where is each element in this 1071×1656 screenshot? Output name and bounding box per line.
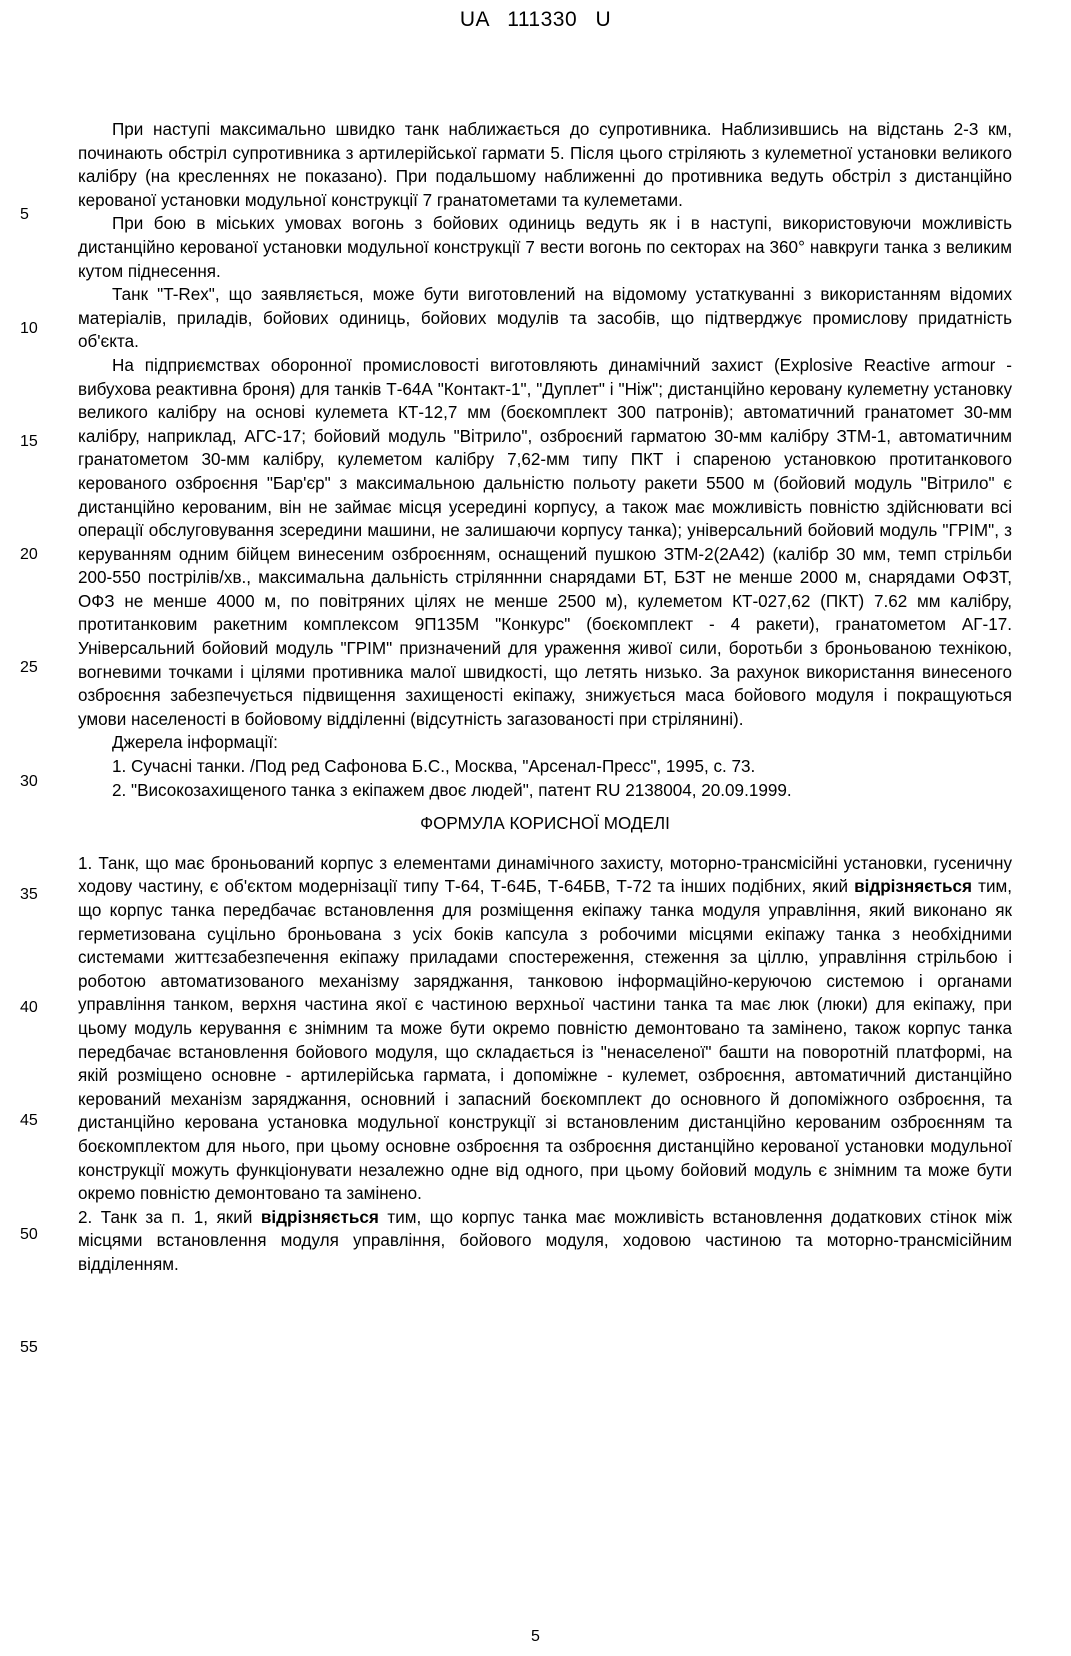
claim-1-keyword: відрізняється: [854, 877, 973, 897]
page-number: 5: [531, 1628, 540, 1645]
line-number: 50: [20, 1226, 38, 1243]
claim-1-text: тим, що корпус танка передбачає встановлення для розміщення екіпажу танка модуля управління, який виконано як герметизована суцільно броньована з усіх боків капсула з робочими місцями екіпажу танка з необхідними системами життєзабезпечення екіпажу приладами спостереження, стеження за ціллю, управління стрільбою і роботою автоматизованого механізму заряджання, танковою інформаційно-керуючою системою і органами управління танком, верхня частина якої є частиною верхньої частини танка та має люк (люки) для екіпажу, при цьому модуль керування є знімним та може бути окремо повністю демонтовано та замінено, також корпус танка передбачає встановлення бойового модуля, що складається із "ненаселеної" башти на поворотній платформі, на якій розміщено основне - артилерійська гармата, і допоміжне - кулемет, озброєння, автоматичний дистанційно керований механізм заряджання, основний і запасний боєкомплект до основного й допоміжного озброєння, та дистанційно керована установка модульної конструкції зі встановленим дистанційно керованим озброєнням та боєкомплектом для нього, при цьому основне озброєння та озброєння дистанційно керованої установки модульної конструкції можуть функціонувати незалежно одне від одного, при цьому бойовий модуль є знімним та може бути окремо повністю демонтовано та замінено.: [78, 877, 1012, 1204]
sources-label: Джерела інформації:: [112, 733, 278, 753]
claim-1-text: 1. Танк, що має броньований корпус з елементами динамічного захисту, моторно-трансмісійні установки, гусеничну ходову частину, є об'єктом модернізації типу Т-64, Т-64Б, Т-64БВ, Т-72 та інших подібних, який: [78, 853, 1012, 897]
formula-title: ФОРМУЛА КОРИСНОЇ МОДЕЛІ: [420, 814, 670, 834]
line-number: 45: [20, 1112, 38, 1129]
line-number: 40: [20, 999, 38, 1016]
patent-number-header: UA 111330 U: [459, 8, 612, 31]
claim-2-text: 2. Танк за п. 1, який: [78, 1207, 253, 1227]
line-number: 25: [20, 659, 38, 676]
claim-2: [78, 1206, 1012, 1277]
claim-2-text: тим, що корпус танка має можливість встановлення додаткових стінок між місцями встановлення модуля управління, бойового модуля, ходовою частиною та моторно-трансмісійним відділенням.: [78, 1207, 1013, 1274]
line-number: 20: [20, 546, 38, 563]
paragraph-urban-combat: При бою в міських умовах вогонь з бойових одиниць ведуть як і в наступі, використовуючи можливість дистанційно керованої установки модульної конструкції 7 вести вогонь по секторах на 360° навкруги танка з великим кутом піднесення.: [78, 214, 1012, 281]
line-number: 30: [20, 773, 38, 790]
paragraph-industrial-applicability: Танк "T-Rex", що заявляється, може бути виготовлений на відомому устаткуванні з використанням відомих матеріалів, приладів, бойових одиниць, бойових модулів та засобів, що підтверджує промислову придатність об'єкта.: [78, 285, 1012, 352]
line-number: 35: [20, 886, 38, 903]
paragraph-attack: При наступі максимально швидко танк наближається до супротивника. Наблизившись на відстань 2-3 км, починають обстріл супротивника з артилерійської гармати 5. Після цього стріляють з кулеметної установки великого калібру (на кресленнях не показано). При подальшому наближенні до противника ведуть обстріл з дистанційно керованої установки модульної конструкції 7 гранатометами та кулеметами.: [78, 120, 1012, 210]
paragraph-defense-industry: На підприємствах оборонної промисловості виготовляють динамічний захист (Explosive Reactive armour - вибухова реактивна броня) для танків Т-64А "Контакт-1", "Дуплет" і "Ніж"; дистанційно керовану кулеметну установку великого калібру на основі кулемета КТ-12,7 мм (боєкомплект 300 патронів); автоматичний гранатомет 30-мм калібру, наприклад, АГС-17; бойовий модуль "Вітрило", озброєний гарматою 30-мм калібру ЗТМ-1, автоматичним гранатометом 30-мм калібру, кулеметом калібру 7,62-мм типу ПКТ і спареною установкою протитанкового керованого озброєння "Бар'єр" з максимальною дальністю польоту ракети 5500 м (бойовий модуль "Вітрило" є дистанційно керованим, він не займає місця усередині корпусу, а також має можливість повністю здійснювати всі операції обслуговування зсередини машини, не залишаючи корпусу танка); універсальний бойовий модуль "ГРІМ", з керуванням одним бійцем винесеним озброєнням, оснащений пушкою ЗТМ-2(2А42) (калібр 30 мм, темп стрільби 200-550 пострілів/хв., максимальна дальність стріляннни снарядами БТ, БЗТ не менше 2000 м, снарядами ОФЗТ, ОФЗ не менше 4000 м, по повітряних цілях не менше 2500 м), кулеметом КТ-027,62 (ПКТ) 7.62 мм калібру, протитанковим ракетним комплексом 9П135М "Конкурс" (боєкомплект - 4 ракети), гранатометом АГ-17. Універсальний бойовий модуль "ГРІМ" призначений для ураження живої сили, боротьби з броньованою технікою, вогневими точками і цілями противника малої швидкості, що летять низько. За рахунок використання винесеного озброєння забезпечується підвищення захищеності екіпажу, знижується маса бойового модуля і покращуються умови населеності в бойовому відділенні (відсутність загазованості при стрілянині).: [78, 355, 1012, 729]
line-number: 5: [20, 206, 29, 223]
claim-1: [78, 852, 1012, 1206]
line-number: 15: [20, 433, 38, 450]
document-body: [78, 118, 1012, 1277]
line-number: 55: [20, 1339, 38, 1356]
source-item: 2. "Високозахищеного танка з екіпажем двоє людей", патент RU 2138004, 20.09.1999.: [112, 780, 792, 800]
source-item: 1. Сучасні танки. /Под ред Сафонова Б.С., Москва, "Арсенал-Пресс", 1995, с. 73.: [112, 757, 756, 777]
line-number: 10: [20, 320, 38, 337]
claim-2-keyword: відрізняється: [260, 1207, 379, 1227]
